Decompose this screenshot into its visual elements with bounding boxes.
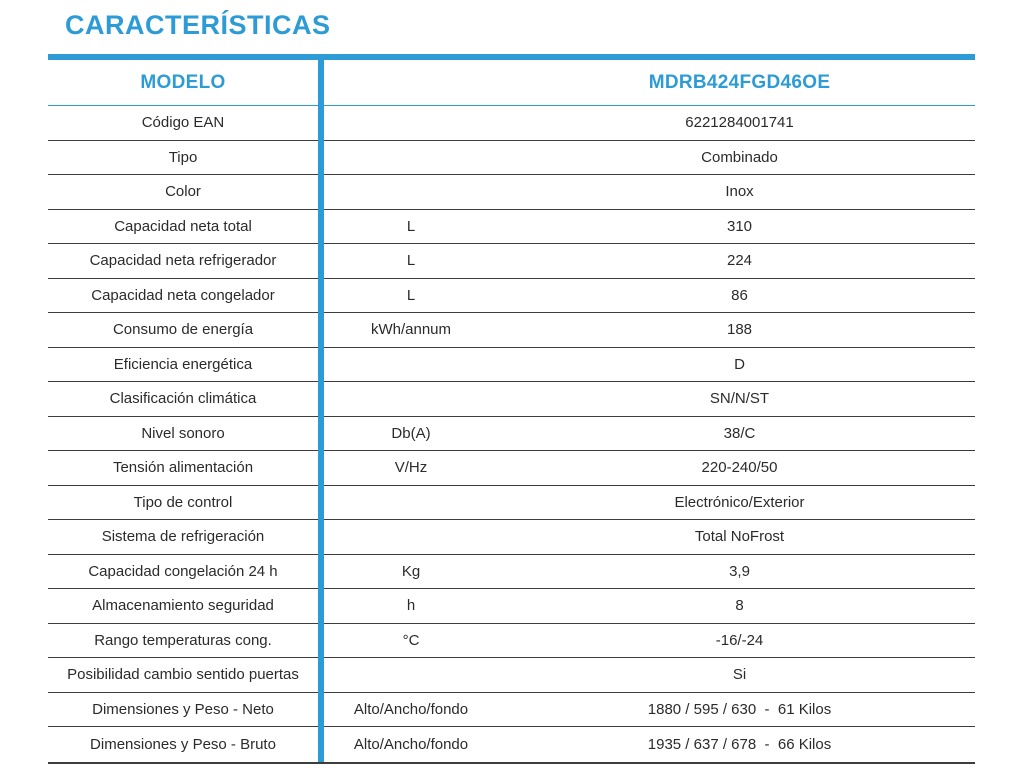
row-unit: L (406, 286, 416, 304)
row-value: 310 (726, 217, 753, 235)
row-value: 3,9 (729, 562, 750, 580)
row-unit: V/Hz (394, 459, 428, 477)
row-label: Capacidad congelación 24 h (88, 562, 278, 580)
row-value: -16/-24 (715, 631, 764, 649)
table-row (48, 658, 975, 693)
row-value: 220-240/50 (701, 459, 778, 477)
row-label: Dimensiones y Peso - Bruto (90, 735, 276, 753)
row-label: Capacidad neta total (114, 217, 252, 235)
column-divider (318, 60, 324, 762)
table-row (48, 244, 975, 279)
row-label: Eficiencia energética (113, 355, 253, 373)
table-row (48, 382, 975, 417)
row-label: Dimensiones y Peso - Neto (92, 700, 274, 718)
table-row (48, 141, 975, 176)
column-header-model-value: MDRB424FGD46OE (648, 71, 831, 93)
row-label: Capacidad neta congelador (91, 286, 275, 304)
row-value: D (734, 355, 745, 373)
row-unit: Alto/Ancho/fondo (353, 735, 469, 753)
row-value: 86 (731, 286, 748, 304)
table-row (48, 451, 975, 486)
row-label: Color (165, 183, 201, 201)
table-row (48, 693, 975, 728)
table-row (48, 486, 975, 521)
row-value: Total NoFrost (694, 528, 785, 546)
row-value: Inox (725, 183, 754, 201)
row-unit: L (406, 217, 416, 235)
row-unit: Kg (401, 562, 421, 580)
table-row (48, 589, 975, 624)
table-row (48, 624, 975, 659)
row-value: 38/C (723, 424, 756, 442)
row-label: Clasificación climática (109, 390, 257, 408)
table-row (48, 106, 975, 141)
row-value: Si (732, 666, 747, 684)
row-label: Tipo (168, 148, 198, 166)
row-label: Tipo de control (133, 493, 233, 511)
row-label: Nivel sonoro (141, 424, 225, 442)
row-label: Rango temperaturas cong. (94, 631, 272, 649)
row-value: SN/N/ST (709, 390, 770, 408)
row-label: Posibilidad cambio sentido puertas (67, 666, 299, 684)
table-row (48, 210, 975, 245)
table-row (48, 313, 975, 348)
row-unit: kWh/annum (370, 321, 452, 339)
column-header-modelo: MODELO (140, 71, 226, 93)
table-row (48, 175, 975, 210)
page-title: CARACTERÍSTICAS (65, 10, 331, 40)
row-unit: L (406, 252, 416, 270)
row-label: Capacidad neta refrigerador (89, 252, 277, 270)
row-value: 1880 / 595 / 630 - 61 Kilos (647, 700, 832, 718)
row-value: 6221284001741 (685, 114, 794, 132)
row-label: Almacenamiento seguridad (92, 597, 274, 615)
table-row (48, 520, 975, 555)
row-unit: Alto/Ancho/fondo (353, 700, 469, 718)
row-label: Consumo de energía (112, 321, 254, 339)
row-unit: °C (402, 631, 420, 649)
row-value: 8 (735, 597, 744, 615)
row-value: 188 (726, 321, 753, 339)
row-label: Código EAN (141, 114, 225, 132)
table-header-row (48, 60, 975, 106)
row-unit: h (406, 597, 416, 615)
row-value: 224 (726, 252, 753, 270)
table-row (48, 417, 975, 452)
spec-table (48, 54, 975, 764)
table-row (48, 348, 975, 383)
row-value: Combinado (701, 148, 778, 166)
row-label: Tensión alimentación (112, 459, 254, 477)
row-label: Sistema de refrigeración (101, 528, 265, 546)
table-row (48, 279, 975, 314)
row-value: 1935 / 637 / 678 - 66 Kilos (647, 735, 832, 753)
table-row (48, 727, 975, 762)
table-row (48, 555, 975, 590)
row-unit: Db(A) (391, 424, 431, 442)
row-value: Electrónico/Exterior (674, 493, 805, 511)
